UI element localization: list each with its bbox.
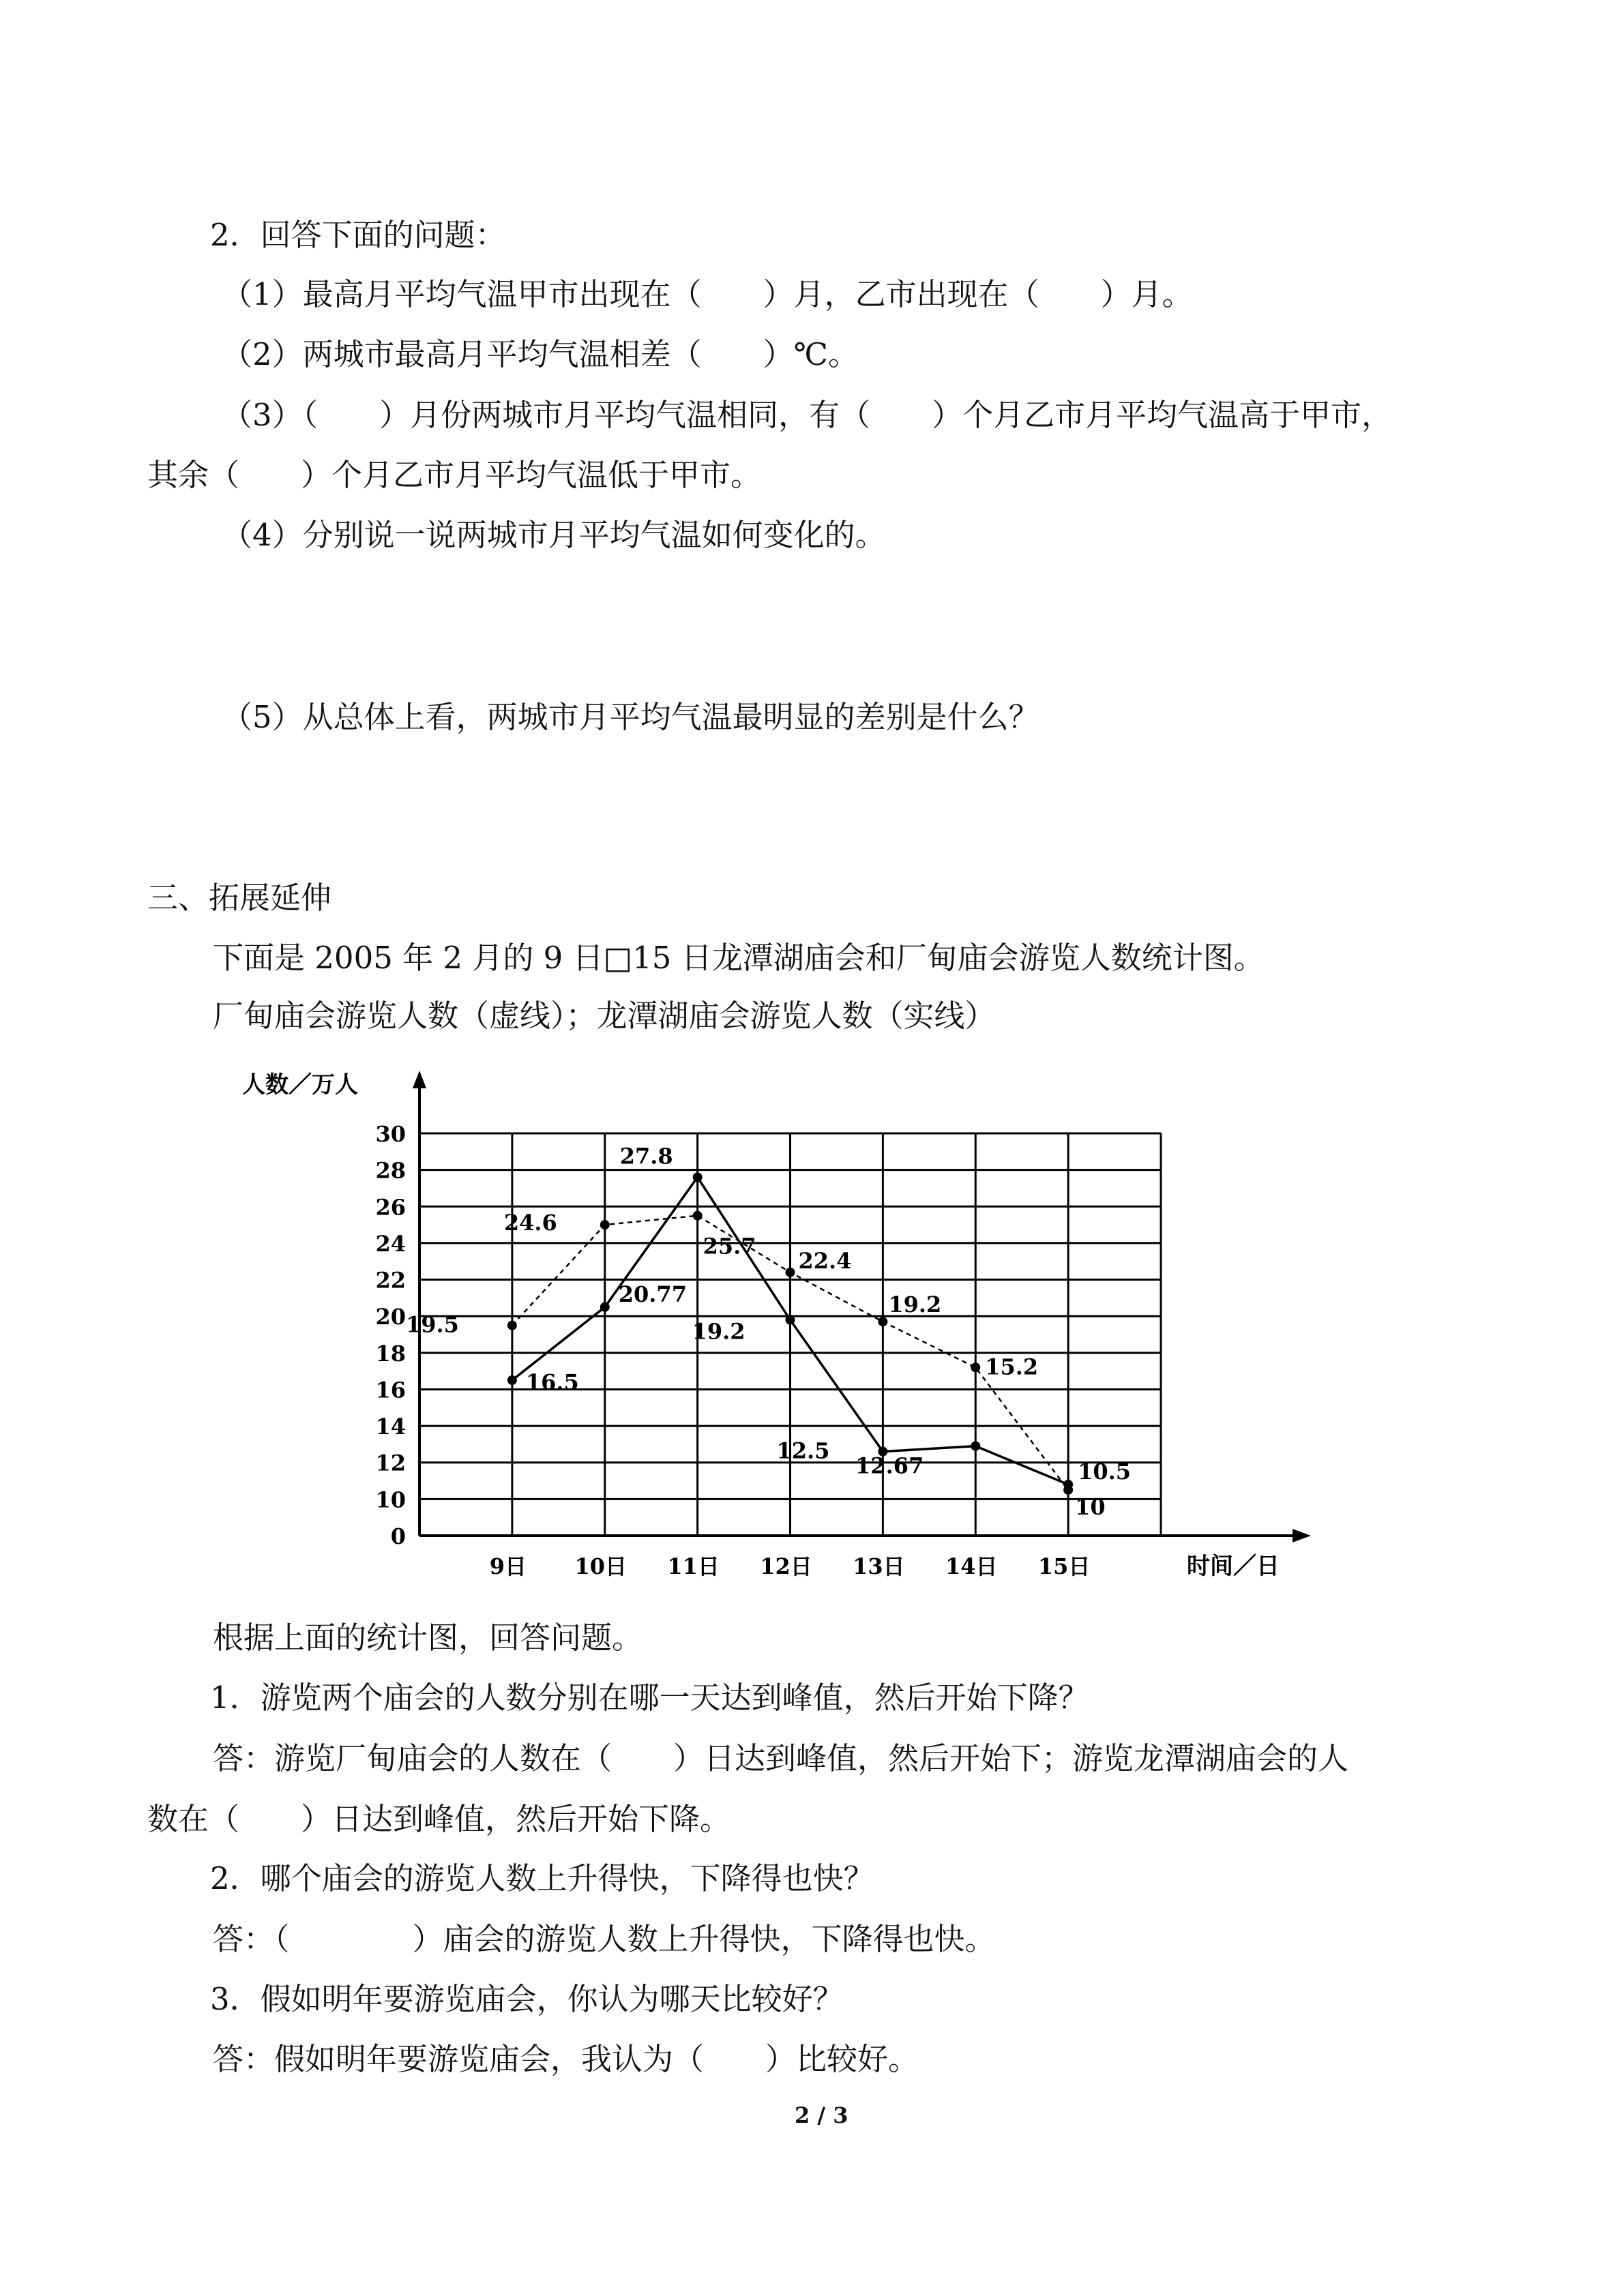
question-3-3: 3．假如明年要游览庙会，你认为哪天比较好？: [210, 1981, 844, 2017]
answer-3-2: 答：（ ）庙会的游览人数上升得快，下降得也快。: [213, 1921, 996, 1957]
y-tick-label: 10: [375, 1487, 406, 1513]
data-label: 24.6: [503, 1210, 557, 1236]
data-point: [507, 1321, 517, 1330]
section2-heading: 2．回答下面的问题：: [210, 217, 506, 253]
data-point: [693, 1211, 703, 1221]
data-point: [786, 1315, 795, 1325]
y-tick-label: 18: [375, 1340, 406, 1367]
section3-intro: 下面是 2005 年 2 月的 9 日□15 日龙潭湖庙会和厂甸庙会游览人数统计图。: [213, 940, 1265, 976]
y-tick-label: 26: [375, 1194, 406, 1221]
page-number: 2 / 3: [795, 2102, 848, 2128]
x-tick-label: 12日: [760, 1553, 812, 1579]
data-label: 12.5: [776, 1437, 830, 1464]
y-tick-label: 28: [375, 1157, 406, 1184]
y-tick-label: 30: [375, 1121, 406, 1147]
questions-intro: 根据上面的统计图，回答问题。: [213, 1620, 643, 1656]
data-point: [878, 1317, 887, 1326]
question-2-3-line2: 其余（ ）个月乙市月平均气温低于甲市。: [147, 457, 762, 493]
data-label: 12.67: [855, 1452, 924, 1479]
data-label: 25.7: [703, 1233, 756, 1259]
data-label: 10: [1075, 1493, 1106, 1520]
y-tick-label: 24: [375, 1230, 406, 1257]
data-point: [971, 1442, 980, 1451]
question-3-1: 1．游览两个庙会的人数分别在哪一天达到峰值，然后开始下降？: [210, 1680, 1089, 1716]
data-point: [507, 1375, 517, 1385]
data-label: 16.5: [525, 1369, 579, 1396]
question-3-2: 2．哪个庙会的游览人数上升得快，下降得也快？: [210, 1860, 874, 1896]
data-label: 22.4: [798, 1247, 852, 1274]
data-label: 27.8: [619, 1143, 673, 1169]
answer-3-3: 答：假如明年要游览庙会，我认为（ ）比较好。: [213, 2041, 919, 2077]
y-tick-label: 0: [390, 1523, 406, 1549]
section3-heading: 三、拓展延伸: [147, 880, 332, 916]
data-label: 19.2: [692, 1318, 745, 1345]
visitor-line-chart: [0, 1050, 1624, 1596]
question-2-5: （5）从总体上看，两城市月平均气温最明显的差别是什么？: [222, 699, 1039, 735]
y-tick-label: 12: [375, 1450, 406, 1476]
y-tick-label: 16: [375, 1377, 406, 1403]
x-tick-label: 14日: [945, 1553, 998, 1579]
x-tick-label: 10日: [574, 1553, 628, 1579]
data-point: [786, 1268, 795, 1277]
y-axis-title: 人数／万人: [242, 1071, 358, 1099]
data-label: 15.2: [985, 1354, 1039, 1380]
question-2-4: （4）分别说一说两城市月平均气温如何变化的。: [222, 517, 886, 553]
chart-grid: [419, 1133, 1161, 1536]
chart-legend-text: 厂甸庙会游览人数（虚线）；龙潭湖庙会游览人数（实线）: [213, 998, 996, 1034]
data-point: [600, 1220, 610, 1229]
x-tick-label: 15日: [1037, 1553, 1091, 1579]
answer-3-1-line1: 答：游览厂甸庙会的人数在（ ）日达到峰值，然后开始下；游览龙潭湖庙会的人: [213, 1740, 1349, 1776]
y-tick-label: 20: [375, 1304, 406, 1330]
chart-ticks: [375, 1121, 1090, 1579]
data-point: [1063, 1480, 1073, 1489]
y-axis-arrow: [413, 1071, 426, 1088]
data-label: 19.2: [888, 1292, 942, 1318]
question-2-2: （2）两城市最高月平均气温相差（ ）℃。: [222, 336, 859, 372]
y-tick-label: 22: [375, 1267, 406, 1294]
data-label: 20.77: [618, 1281, 687, 1307]
data-point: [693, 1172, 703, 1182]
data-point: [600, 1302, 610, 1312]
data-label: 19.5: [405, 1311, 459, 1338]
question-2-3-line1: （3）（ ）月份两城市月平均气温相同，有（ ）个月乙市月平均气温高于甲市，: [222, 397, 1393, 433]
question-2-1: （1）最高月平均气温甲市出现在（ ）月，乙市出现在（ ）月。: [222, 276, 1193, 312]
answer-3-1-line2: 数在（ ）日达到峰值，然后开始下降。: [147, 1801, 731, 1837]
data-label: 10.5: [1078, 1458, 1132, 1485]
x-tick-label: 13日: [853, 1553, 905, 1579]
data-point: [971, 1362, 980, 1372]
x-axis-arrow: [1293, 1529, 1311, 1542]
x-tick-label: 9日: [489, 1553, 527, 1579]
y-tick-label: 14: [375, 1414, 406, 1440]
x-tick-label: 11日: [667, 1553, 720, 1579]
x-axis-title: 时间／日: [1187, 1553, 1280, 1580]
